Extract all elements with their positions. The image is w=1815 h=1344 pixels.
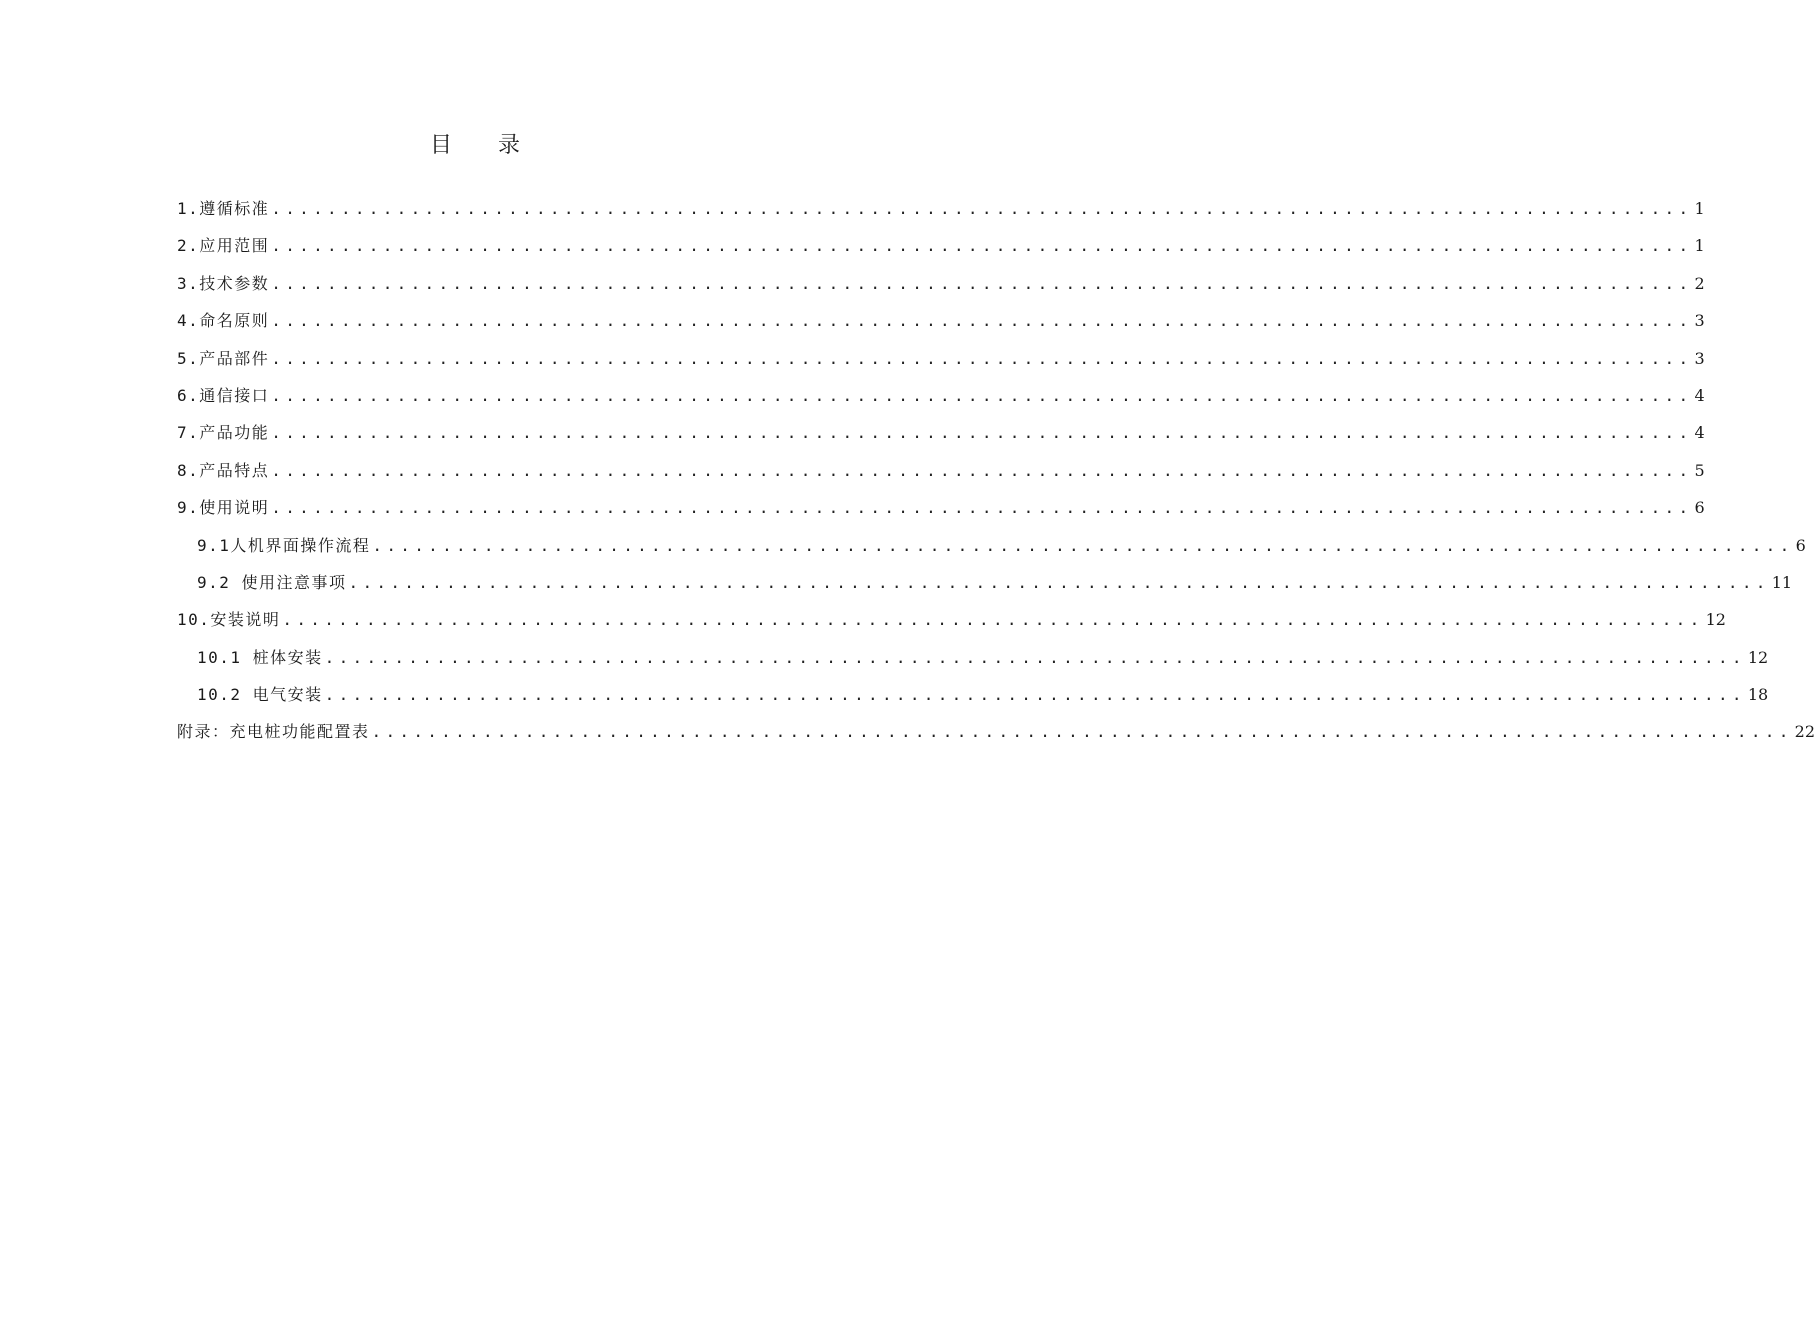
toc-entry-label: 10.2 电气安装	[197, 685, 323, 705]
toc-page-number: 3	[1694, 348, 1705, 368]
toc-subentry[interactable]	[177, 564, 1793, 601]
toc-page-number: 3	[1694, 311, 1705, 331]
toc-dot-leader: ......................................................................................................	[271, 348, 1693, 368]
toc-dot-leader: ......................................................................................................	[271, 311, 1693, 331]
toc-title-part-2: 录	[498, 133, 521, 158]
toc-entry[interactable]	[177, 452, 1705, 489]
toc-subentry[interactable]	[177, 676, 1769, 713]
toc-title	[0, 128, 950, 159]
toc-page-number: 12	[1705, 610, 1726, 630]
toc-dot-leader: ......................................................................................................	[271, 498, 1693, 518]
toc-page-number: 5	[1694, 460, 1705, 480]
toc-entry-label: 10.1 桩体安装	[197, 647, 323, 667]
toc-entry-label: 8.产品特点	[177, 460, 270, 480]
toc-entry[interactable]	[177, 190, 1705, 227]
toc-entry[interactable]	[177, 601, 1726, 638]
toc-entry[interactable]	[177, 414, 1705, 451]
toc-entry-label: 附录：充电桩功能配置表	[177, 722, 370, 742]
toc-dot-leader: ......................................................................................................	[271, 385, 1693, 405]
toc-page-number: 6	[1795, 535, 1806, 555]
toc-page-number: 1	[1694, 236, 1705, 256]
toc-entry-label: 10.安装说明	[177, 610, 281, 630]
toc-page-number: 12	[1747, 647, 1769, 667]
toc-dot-leader: ......................................................................................................	[348, 572, 1770, 592]
table-of-contents	[177, 190, 1815, 751]
toc-dot-leader: ......................................................................................................	[324, 647, 1746, 667]
toc-page-number: 22	[1794, 722, 1815, 742]
toc-entry-label: 3.技术参数	[177, 273, 270, 293]
toc-page-number: 11	[1771, 572, 1793, 592]
toc-entry-label: 9.使用说明	[177, 498, 270, 518]
toc-dot-leader: ......................................................................................................	[271, 460, 1693, 480]
toc-dot-leader: ......................................................................................................	[271, 423, 1693, 443]
toc-entry-label: 1.遵循标准	[177, 199, 270, 218]
toc-dot-leader: ......................................................................................................	[324, 685, 1746, 705]
toc-page-number: 18	[1747, 685, 1769, 705]
toc-entry[interactable]	[177, 489, 1705, 526]
toc-entry-label: 9.1人机界面操作流程	[197, 535, 371, 555]
toc-entry[interactable]	[177, 227, 1705, 264]
toc-entry[interactable]	[177, 340, 1705, 377]
toc-entry-label: 9.2 使用注意事项	[197, 572, 347, 592]
toc-dot-leader: ......................................................................................................	[371, 722, 1793, 742]
toc-subentry[interactable]	[177, 639, 1769, 676]
toc-dot-leader: ......................................................................................................	[282, 610, 1704, 630]
toc-entry[interactable]	[177, 265, 1705, 302]
toc-page-number: 4	[1694, 385, 1705, 405]
toc-entry-label: 5.产品部件	[177, 348, 270, 368]
toc-entry-label: 2.应用范围	[177, 236, 270, 256]
toc-entry-label: 6.通信接口	[177, 385, 270, 405]
toc-page-number: 2	[1694, 273, 1705, 293]
toc-dot-leader: ......................................................................................................	[372, 535, 1794, 555]
toc-page-number: 6	[1694, 498, 1705, 518]
toc-entry[interactable]	[177, 377, 1705, 414]
toc-entry[interactable]	[177, 302, 1705, 339]
toc-page-number: 4	[1694, 423, 1705, 443]
toc-dot-leader: ......................................................................................................	[271, 236, 1693, 256]
toc-entry-label: 4.命名原则	[177, 311, 270, 331]
toc-dot-leader: ......................................................................................................	[271, 273, 1693, 293]
toc-subentry[interactable]	[177, 527, 1806, 564]
toc-entry[interactable]	[177, 713, 1815, 750]
toc-dot-leader: ......................................................................................................	[271, 199, 1693, 218]
toc-title-part-1: 目	[429, 133, 452, 158]
toc-page-number: 1	[1694, 199, 1705, 218]
toc-entry-label: 7.产品功能	[177, 423, 270, 443]
